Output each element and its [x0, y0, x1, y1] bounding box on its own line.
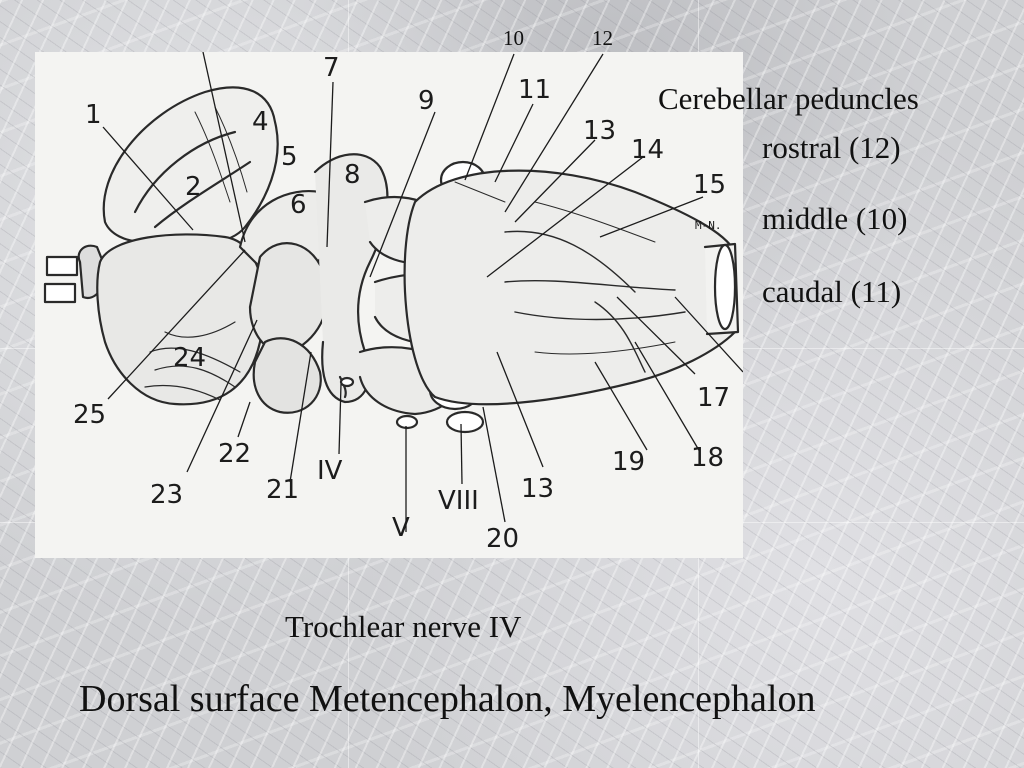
peduncle-rostral: rostral (12) [762, 130, 901, 165]
figure-label-11: 11 [518, 75, 552, 105]
brainstem-drawing [35, 52, 743, 558]
figure-label-13-top: 13 [583, 116, 617, 146]
figure-label-13-bottom: 13 [521, 474, 555, 504]
peduncles-heading: Cerebellar peduncles [658, 81, 919, 116]
figure-label-15: 15 [693, 170, 727, 200]
figure-label-9: 9 [418, 86, 435, 116]
artist-initials: M-N. [695, 219, 722, 232]
figure-label-25: 25 [73, 400, 107, 430]
figure-label-viii: VIII [438, 486, 479, 516]
figure-label-6: 6 [290, 190, 307, 220]
figure-label-14: 14 [631, 135, 665, 165]
figure-label-17: 17 [697, 383, 731, 413]
figure-label-19: 19 [612, 447, 646, 477]
slide-title: Dorsal surface Metencephalon, Myelencephalon [79, 678, 816, 720]
peduncle-caudal: caudal (11) [762, 274, 902, 309]
figure-label-10-top: 10 [503, 26, 524, 50]
trochlear-caption: Trochlear nerve IV [285, 609, 522, 644]
figure-label-24: 24 [173, 343, 207, 373]
figure-label-20: 20 [486, 524, 520, 554]
figure-label-5: 5 [281, 142, 298, 172]
figure-label-21: 21 [266, 475, 300, 505]
figure-label-2: 2 [185, 172, 202, 202]
figure-label-18: 18 [691, 443, 725, 473]
figure-label-22: 22 [218, 439, 252, 469]
figure-label-23: 23 [150, 480, 184, 510]
figure-label-12-top: 12 [592, 26, 613, 50]
figure-label-1: 1 [85, 100, 102, 130]
figure-label-8: 8 [344, 160, 361, 190]
peduncle-middle: middle (10) [762, 201, 908, 236]
figure-label-iv: IV [317, 456, 343, 486]
figure-label-7: 7 [323, 53, 340, 83]
figure-label-v: V [392, 513, 410, 543]
figure-label-4: 4 [252, 107, 269, 137]
brain-dorsal-illustration [35, 52, 743, 558]
